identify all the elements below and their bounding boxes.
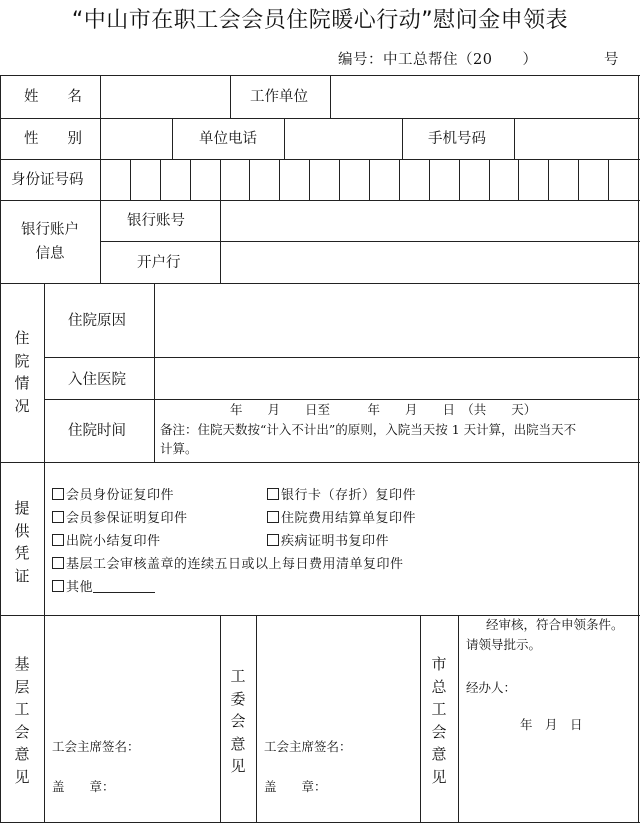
id-digit-cell[interactable] <box>370 160 399 200</box>
gender-field[interactable] <box>101 119 171 159</box>
checkbox-daily-expense-list-copy[interactable] <box>52 553 404 572</box>
id-digit-cell[interactable] <box>221 160 250 200</box>
gender-label: 性 别 <box>24 131 82 147</box>
hospitalization-section-label: 住 院 情 况 <box>14 329 30 415</box>
review-statement-line-1: 经审核，符合申领条件。 <box>486 617 624 632</box>
unit-phone-label: 单位电话 <box>199 131 257 147</box>
checkbox-icon[interactable] <box>267 511 279 523</box>
id-digit-cell[interactable] <box>131 160 160 200</box>
work-unit-field[interactable] <box>331 76 637 117</box>
bank-account-field[interactable] <box>221 201 637 241</box>
grassroots-chair-signature-label: 工会主席签名： <box>52 739 140 754</box>
form-number <box>338 48 619 69</box>
id-digit-cell[interactable] <box>191 160 220 200</box>
handler-label: 经办人： <box>466 680 517 695</box>
checkbox-insurance-proof-copy[interactable] <box>52 507 188 526</box>
grassroots-union-opinion-label: 基 层 工 会 意 见 <box>14 655 30 786</box>
id-digit-cell[interactable] <box>430 160 459 200</box>
name-label: 姓 名 <box>24 89 82 105</box>
hospitalization-note-line-2: 计算。 <box>160 441 198 456</box>
bank-info-label-2: 信息 <box>35 246 65 262</box>
checkbox-illness-certificate-copy[interactable] <box>267 530 389 549</box>
form-number-prefix: 编号：中工总帮住（20 ） <box>338 52 538 68</box>
hospitalization-reason-field[interactable] <box>155 284 637 357</box>
id-digit-cell[interactable] <box>280 160 309 200</box>
checkbox-bank-card-copy[interactable] <box>267 484 416 503</box>
id-digit-cell[interactable] <box>340 160 369 200</box>
document-item-label: 基层工会审核盖章的连续五日或以上每日费用清单复印件 <box>66 557 404 572</box>
id-digit-cell[interactable] <box>250 160 279 200</box>
hospitalization-note-line-1: 备注：住院天数按“计入不计出”的原则，入院当天按 1 天计算，出院当天不 <box>160 422 577 437</box>
documents-section-label: 提 供 凭 证 <box>14 499 30 585</box>
checkbox-icon[interactable] <box>52 557 64 569</box>
document-item-label: 会员身份证复印件 <box>66 488 175 503</box>
id-digit-cell[interactable] <box>579 160 608 200</box>
checkbox-icon[interactable] <box>267 534 279 546</box>
mobile-label: 手机号码 <box>428 131 486 147</box>
id-digit-cell[interactable] <box>609 160 638 200</box>
checkbox-settlement-copy[interactable] <box>267 507 416 526</box>
work-unit-label: 工作单位 <box>250 89 308 105</box>
hospital-label: 入住医院 <box>68 372 126 388</box>
bank-branch-field[interactable] <box>221 242 637 283</box>
id-digit-cell[interactable] <box>161 160 190 200</box>
city-union-opinion-label: 市 总 工 会 意 见 <box>431 655 447 786</box>
id-digit-cell[interactable] <box>101 160 130 200</box>
bank-branch-label: 开户行 <box>137 255 181 271</box>
hospitalization-date-line[interactable]: 年 月 日至 年 月 日 （共 天） <box>230 402 537 417</box>
hospitalization-reason-label: 住院原因 <box>68 313 126 329</box>
review-date-label: 年 月 日 <box>520 717 583 732</box>
document-item-label: 住院费用结算单复印件 <box>281 511 417 526</box>
application-form <box>0 75 640 823</box>
mobile-field[interactable] <box>515 119 637 159</box>
document-item-label: 银行卡（存折）复印件 <box>281 488 417 503</box>
checkbox-icon[interactable] <box>52 511 64 523</box>
checkbox-icon[interactable] <box>52 488 64 500</box>
id-digit-cell[interactable] <box>400 160 429 200</box>
committee-chair-signature-label: 工会主席签名： <box>264 739 352 754</box>
review-statement-line-2: 请领导批示。 <box>466 637 542 652</box>
unit-phone-field[interactable] <box>285 119 401 159</box>
bank-info-label-1: 银行账户 <box>21 222 79 238</box>
name-field[interactable] <box>101 76 229 117</box>
checkbox-discharge-summary-copy[interactable] <box>52 530 161 549</box>
form-number-suffix: 号 <box>604 52 619 68</box>
checkbox-other[interactable] <box>52 576 155 595</box>
id-digit-cell[interactable] <box>519 160 548 200</box>
checkbox-icon[interactable] <box>267 488 279 500</box>
hospitalization-time-label: 住院时间 <box>68 423 126 439</box>
id-digit-cell[interactable] <box>549 160 578 200</box>
other-input-line[interactable] <box>93 580 155 593</box>
checkbox-member-id-copy[interactable] <box>52 484 174 503</box>
document-item-label: 疾病证明书复印件 <box>281 534 390 549</box>
grassroots-seal-label: 盖 章： <box>52 779 115 794</box>
document-item-label: 会员参保证明复印件 <box>66 511 188 526</box>
committee-opinion-label: 工 委 会 意 见 <box>230 667 246 775</box>
id-number-label: 身份证号码 <box>11 172 84 188</box>
id-digit-cell[interactable] <box>490 160 519 200</box>
checkbox-icon[interactable] <box>52 580 64 592</box>
id-digit-cell[interactable] <box>460 160 489 200</box>
bank-account-label: 银行账号 <box>127 213 185 229</box>
form-title: “中山市在职工会会员住院暖心行动”慰问金申领表 <box>71 8 569 33</box>
checkbox-icon[interactable] <box>52 534 64 546</box>
committee-seal-label: 盖 章： <box>264 779 327 794</box>
hospital-field[interactable] <box>155 358 637 399</box>
id-digit-cell[interactable] <box>310 160 339 200</box>
document-item-label: 其他 <box>66 580 94 595</box>
document-item-label: 出院小结复印件 <box>66 534 161 549</box>
